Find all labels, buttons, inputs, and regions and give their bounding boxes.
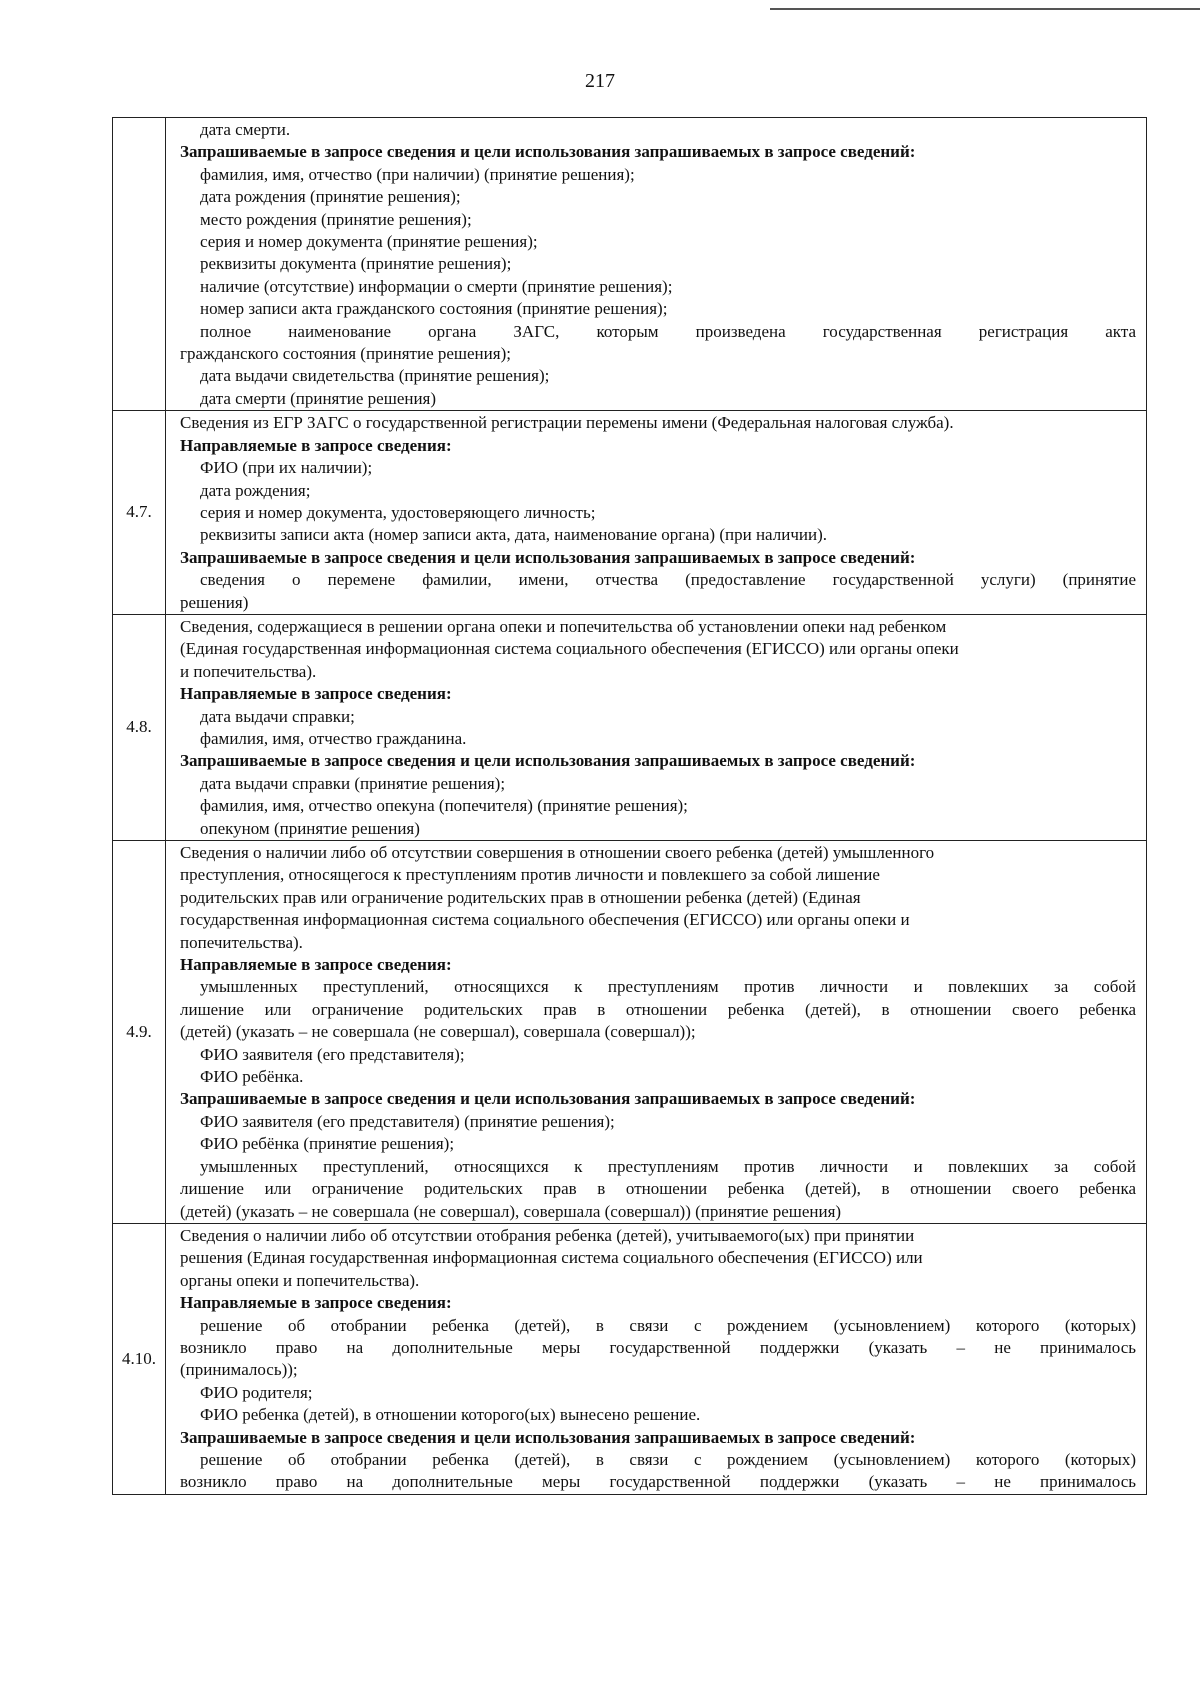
row-content xyxy=(166,841,1147,1224)
text-line: и попечительства). xyxy=(180,661,317,681)
row-content xyxy=(166,411,1147,615)
text-line: ФИО родителя; xyxy=(200,1382,313,1402)
text-line: Сведения, содержащиеся в решении органа опеки и попечительства об установлении опеки над ребенком xyxy=(180,616,947,636)
row-content xyxy=(166,1223,1147,1494)
section-heading: Запрашиваемые в запросе сведения и цели использования запрашиваемых в запросе сведений: xyxy=(180,547,916,567)
text-line: решение об отобрании ребенка (детей), в связи с рождением (усыновлением) которого (которых) xyxy=(200,1449,1136,1469)
table-row xyxy=(113,1223,1147,1494)
text-line: дата рождения (принятие решения); xyxy=(200,187,461,207)
text-line: дата смерти (принятие решения) xyxy=(200,388,437,408)
requirements-table xyxy=(112,117,1147,1495)
text-line: органы опеки и попечительства). xyxy=(180,1270,420,1290)
text-line: дата выдачи справки; xyxy=(200,706,355,726)
row-content xyxy=(166,614,1147,840)
section-heading: Запрашиваемые в запросе сведения и цели использования запрашиваемых в запросе сведений: xyxy=(180,142,916,162)
text-line: гражданского состояния (принятие решения); xyxy=(180,344,511,364)
text-line: ФИО ребёнка. xyxy=(200,1067,304,1087)
text-line: фамилия, имя, отчество опекуна (попечителя) (принятие решения); xyxy=(200,796,688,816)
text-line: Сведения о наличии либо об отсутствии совершения в отношении своего ребенка (детей) умышленного xyxy=(180,843,935,862)
section-heading: Направляемые в запросе сведения: xyxy=(180,1293,452,1313)
text-line: фамилия, имя, отчество гражданина. xyxy=(200,728,467,748)
text-line: решение об отобрании ребенка (детей), в связи с рождением (усыновлением) которого (которых) xyxy=(200,1315,1136,1335)
section-heading: Запрашиваемые в запросе сведения и цели использования запрашиваемых в запросе сведений: xyxy=(180,1427,916,1447)
text-line: ФИО ребенка (детей), в отношении которого(ых) вынесено решение. xyxy=(200,1405,701,1425)
section-heading: Направляемые в запросе сведения: xyxy=(180,435,452,455)
text-line: место рождения (принятие решения); xyxy=(200,209,472,229)
text-line: лишение или ограничение родительских прав в отношении ребенка (детей), в отношении своего ребенка xyxy=(180,999,1136,1019)
row-number: 4.8. xyxy=(113,614,166,840)
table-row xyxy=(113,411,1147,615)
row-number xyxy=(113,118,166,411)
text-line: серия и номер документа, удостоверяющего личность; xyxy=(200,502,596,522)
text-line: решения) xyxy=(180,592,249,612)
text-line: наличие (отсутствие) информации о смерти (принятие решения); xyxy=(200,276,673,296)
page-number: 217 xyxy=(585,70,615,92)
text-line: полное наименование органа ЗАГС, которым произведена государственная регистрация акта xyxy=(200,321,1136,341)
text-line: реквизиты документа (принятие решения); xyxy=(200,254,512,274)
row-number: 4.10. xyxy=(113,1223,166,1494)
text-line: реквизиты записи акта (номер записи акта, дата, наименование органа) (при наличии). xyxy=(200,525,827,545)
text-line: родительских прав или ограничение родительских прав в отношении ребенка (детей) (Единая xyxy=(180,887,861,907)
text-line: Сведения из ЕГР ЗАГС о государственной регистрации перемены имени (Федеральная налоговая служба). xyxy=(180,413,954,433)
text-line: умышленных преступлений, относящихся к преступлениям против личности и повлекших за собой xyxy=(200,1156,1136,1176)
section-heading: Запрашиваемые в запросе сведения и цели использования запрашиваемых в запросе сведений: xyxy=(180,1089,916,1109)
text-line: государственная информационная система социального обеспечения (ЕГИССО) или органы опеки и xyxy=(180,910,910,930)
table-row xyxy=(113,118,1147,411)
text-line: ФИО заявителя (его представителя); xyxy=(200,1044,465,1064)
text-line: возникло право на дополнительные меры государственной поддержки (указать – не принималось xyxy=(180,1472,1136,1492)
table-row xyxy=(113,841,1147,1224)
text-line: фамилия, имя, отчество (при наличии) (принятие решения); xyxy=(200,164,635,184)
text-line: сведения о перемене фамилии, имени, отчества (предоставление государственной услуги) (принятие xyxy=(200,570,1136,590)
text-line: дата рождения; xyxy=(200,480,311,500)
text-line: дата смерти. xyxy=(200,120,291,139)
text-line: дата выдачи справки (принятие решения); xyxy=(200,773,506,793)
text-line: попечительства). xyxy=(180,932,303,952)
text-line: дата выдачи свидетельства (принятие решения); xyxy=(200,366,550,386)
text-line: решения (Единая государственная информационная система социального обеспечения (ЕГИССО) или xyxy=(180,1248,923,1268)
top-rule xyxy=(770,8,1200,10)
text-line: умышленных преступлений, относящихся к преступлениям против личности и повлекших за собой xyxy=(200,977,1136,997)
row-number: 4.7. xyxy=(113,411,166,615)
text-line: (принималось)); xyxy=(180,1360,298,1380)
table-row xyxy=(113,614,1147,840)
text-line: (Единая государственная информационная система социального обеспечения (ЕГИССО) или органы опеки xyxy=(180,639,959,659)
text-line: номер записи акта гражданского состояния (принятие решения); xyxy=(200,299,668,319)
text-line: лишение или ограничение родительских прав в отношении ребенка (детей), в отношении своего ребенка xyxy=(180,1179,1136,1199)
text-line: преступления, относящегося к преступлениям против личности и повлекшего за собой лишение xyxy=(180,865,880,885)
text-line: ФИО заявителя (его представителя) (принятие решения); xyxy=(200,1111,615,1131)
text-line: Сведения о наличии либо об отсутствии отобрания ребенка (детей), учитываемого(ых) при принятии xyxy=(180,1225,915,1245)
text-line: возникло право на дополнительные меры государственной поддержки (указать – не принималось xyxy=(180,1337,1136,1357)
text-line: серия и номер документа (принятие решения); xyxy=(200,232,538,252)
row-number: 4.9. xyxy=(113,841,166,1224)
text-line: ФИО ребёнка (принятие решения); xyxy=(200,1134,455,1154)
text-line: (детей) (указать – не совершала (не совершал), совершала (совершал)) (принятие решения) xyxy=(180,1201,842,1221)
text-line: ФИО (при их наличии); xyxy=(200,458,373,478)
text-line: (детей) (указать – не совершала (не совершал), совершала (совершал)); xyxy=(180,1022,696,1042)
section-heading: Направляемые в запросе сведения: xyxy=(180,955,452,975)
row-content xyxy=(166,118,1147,411)
section-heading: Запрашиваемые в запросе сведения и цели использования запрашиваемых в запросе сведений: xyxy=(180,751,916,771)
section-heading: Направляемые в запросе сведения: xyxy=(180,684,452,704)
table-body xyxy=(113,118,1147,1495)
text-line: опекуном (принятие решения) xyxy=(200,818,420,838)
